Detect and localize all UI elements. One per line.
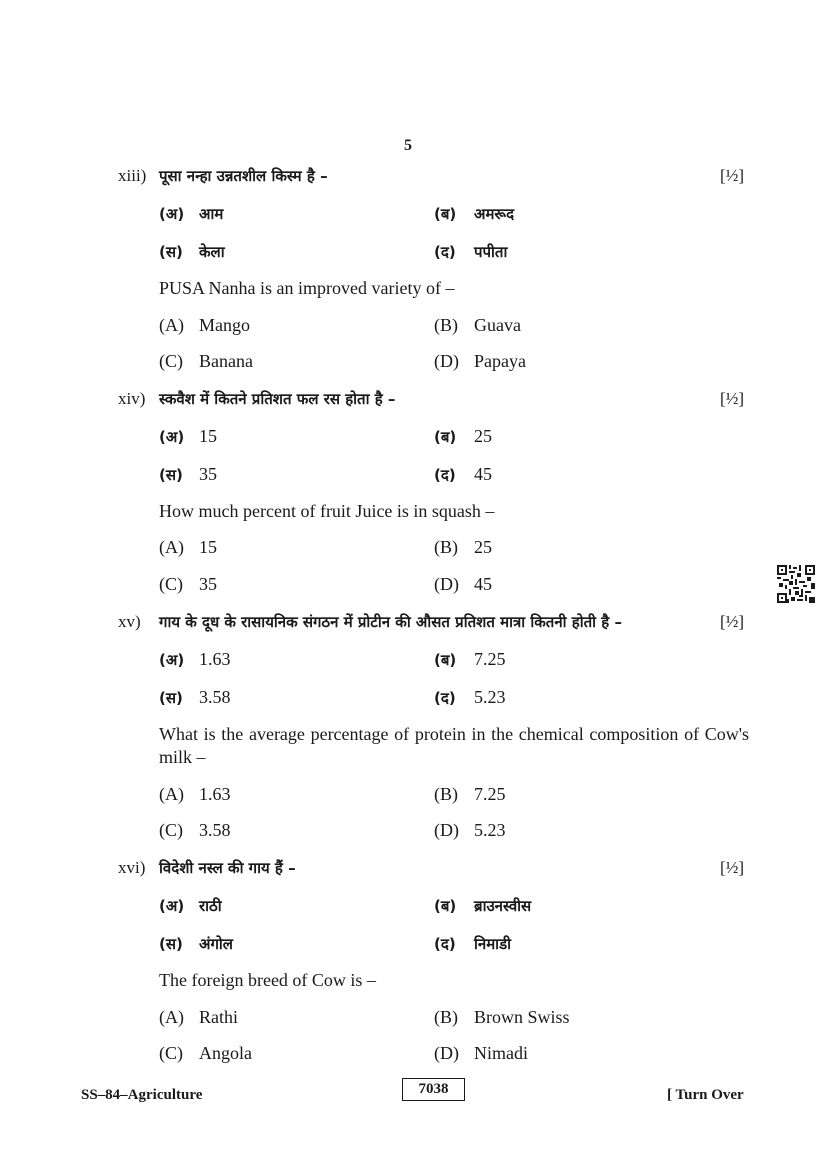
option-text: 45	[474, 464, 492, 484]
option-text: Rathi	[199, 1007, 238, 1027]
option-label: (A)	[159, 1007, 184, 1027]
option-text: केला	[199, 243, 225, 261]
question-number: xiv)	[118, 389, 146, 408]
option-text: 25	[474, 537, 492, 557]
question-number: xiii)	[118, 166, 147, 185]
option-text: 1.63	[199, 649, 231, 669]
option-text: Brown Swiss	[474, 1007, 570, 1027]
option-label: (ब)	[434, 897, 457, 915]
option-text: Papaya	[474, 351, 526, 371]
option-text: 15	[199, 426, 217, 446]
option-text: ब्राउनस्वीस	[474, 897, 532, 915]
option-label: (अ)	[159, 897, 185, 915]
option-label: (ब)	[434, 205, 457, 223]
option-label: (A)	[159, 315, 184, 335]
option-text: अमरूद	[474, 205, 515, 223]
option-label: (B)	[434, 784, 458, 804]
footer-turn-over: [ Turn Over	[667, 1087, 744, 1103]
option-text: Banana	[199, 351, 253, 371]
question-english: PUSA Nanha is an improved variety of –	[159, 278, 455, 298]
option-text: राठी	[199, 897, 222, 915]
option-label: (स)	[159, 689, 183, 707]
option-label: (D)	[434, 820, 459, 840]
option-label: (स)	[159, 935, 183, 953]
option-label: (B)	[434, 1007, 458, 1027]
footer-subject-code: SS–84–Agriculture	[81, 1087, 203, 1103]
option-label: (द)	[434, 243, 456, 261]
option-text: Mango	[199, 315, 250, 335]
question-marks: [½]	[720, 858, 745, 877]
option-label: (स)	[159, 243, 183, 261]
question-hindi: विदेशी नस्ल की गाय हैं –	[159, 859, 296, 877]
page-number: 5	[404, 137, 412, 154]
question-english: What is the average percentage of protein in the chemical composition of Cow's milk –	[159, 724, 749, 767]
option-label: (B)	[434, 315, 458, 335]
option-label: (अ)	[159, 651, 185, 669]
question-hindi: स्कवैश में कितने प्रतिशत फल रस होता है –	[159, 390, 396, 408]
option-label: (द)	[434, 689, 456, 707]
option-label: (A)	[159, 537, 184, 557]
question-marks: [½]	[720, 389, 745, 408]
option-label: (ब)	[434, 428, 457, 446]
option-label: (C)	[159, 1043, 183, 1063]
question-hindi: पूसा नन्हा उन्नतशील किस्म है –	[159, 167, 328, 185]
option-label: (C)	[159, 574, 183, 594]
option-text: आम	[199, 205, 224, 223]
option-text: 1.63	[199, 784, 231, 804]
option-text: Guava	[474, 315, 521, 335]
option-text: 7.25	[474, 784, 506, 804]
option-text: Angola	[199, 1043, 252, 1063]
option-label: (अ)	[159, 428, 185, 446]
option-text: पपीता	[474, 243, 508, 261]
option-text: 35	[199, 574, 217, 594]
option-text: 5.23	[474, 687, 506, 707]
option-label: (ब)	[434, 651, 457, 669]
question-number: xv)	[118, 612, 141, 631]
question-hindi: गाय के दूध के रासायनिक संगठन में प्रोटीन की औसत प्रतिशत मात्रा कितनी होती है –	[159, 613, 622, 631]
footer-paper-code: 7038	[402, 1078, 465, 1101]
option-label: (द)	[434, 935, 456, 953]
option-label: (B)	[434, 537, 458, 557]
option-label: (D)	[434, 1043, 459, 1063]
option-text: अंगोल	[199, 935, 233, 953]
question-number: xvi)	[118, 858, 146, 877]
question-marks: [½]	[720, 166, 745, 185]
option-text: 7.25	[474, 649, 506, 669]
question-marks: [½]	[720, 612, 745, 631]
option-text: 5.23	[474, 820, 506, 840]
option-label: (अ)	[159, 205, 185, 223]
option-text: 45	[474, 574, 492, 594]
option-label: (D)	[434, 351, 459, 371]
option-text: 3.58	[199, 820, 231, 840]
option-text: 3.58	[199, 687, 231, 707]
option-label: (A)	[159, 784, 184, 804]
option-text: निमाडी	[474, 935, 511, 953]
option-label: (स)	[159, 466, 183, 484]
option-text: Nimadi	[474, 1043, 528, 1063]
option-label: (द)	[434, 466, 456, 484]
option-text: 25	[474, 426, 492, 446]
option-label: (D)	[434, 574, 459, 594]
option-label: (C)	[159, 351, 183, 371]
qr-code-icon	[777, 565, 815, 608]
option-text: 15	[199, 537, 217, 557]
option-label: (C)	[159, 820, 183, 840]
question-english: How much percent of fruit Juice is in squash –	[159, 501, 495, 521]
option-text: 35	[199, 464, 217, 484]
question-english: The foreign breed of Cow is –	[159, 970, 376, 990]
